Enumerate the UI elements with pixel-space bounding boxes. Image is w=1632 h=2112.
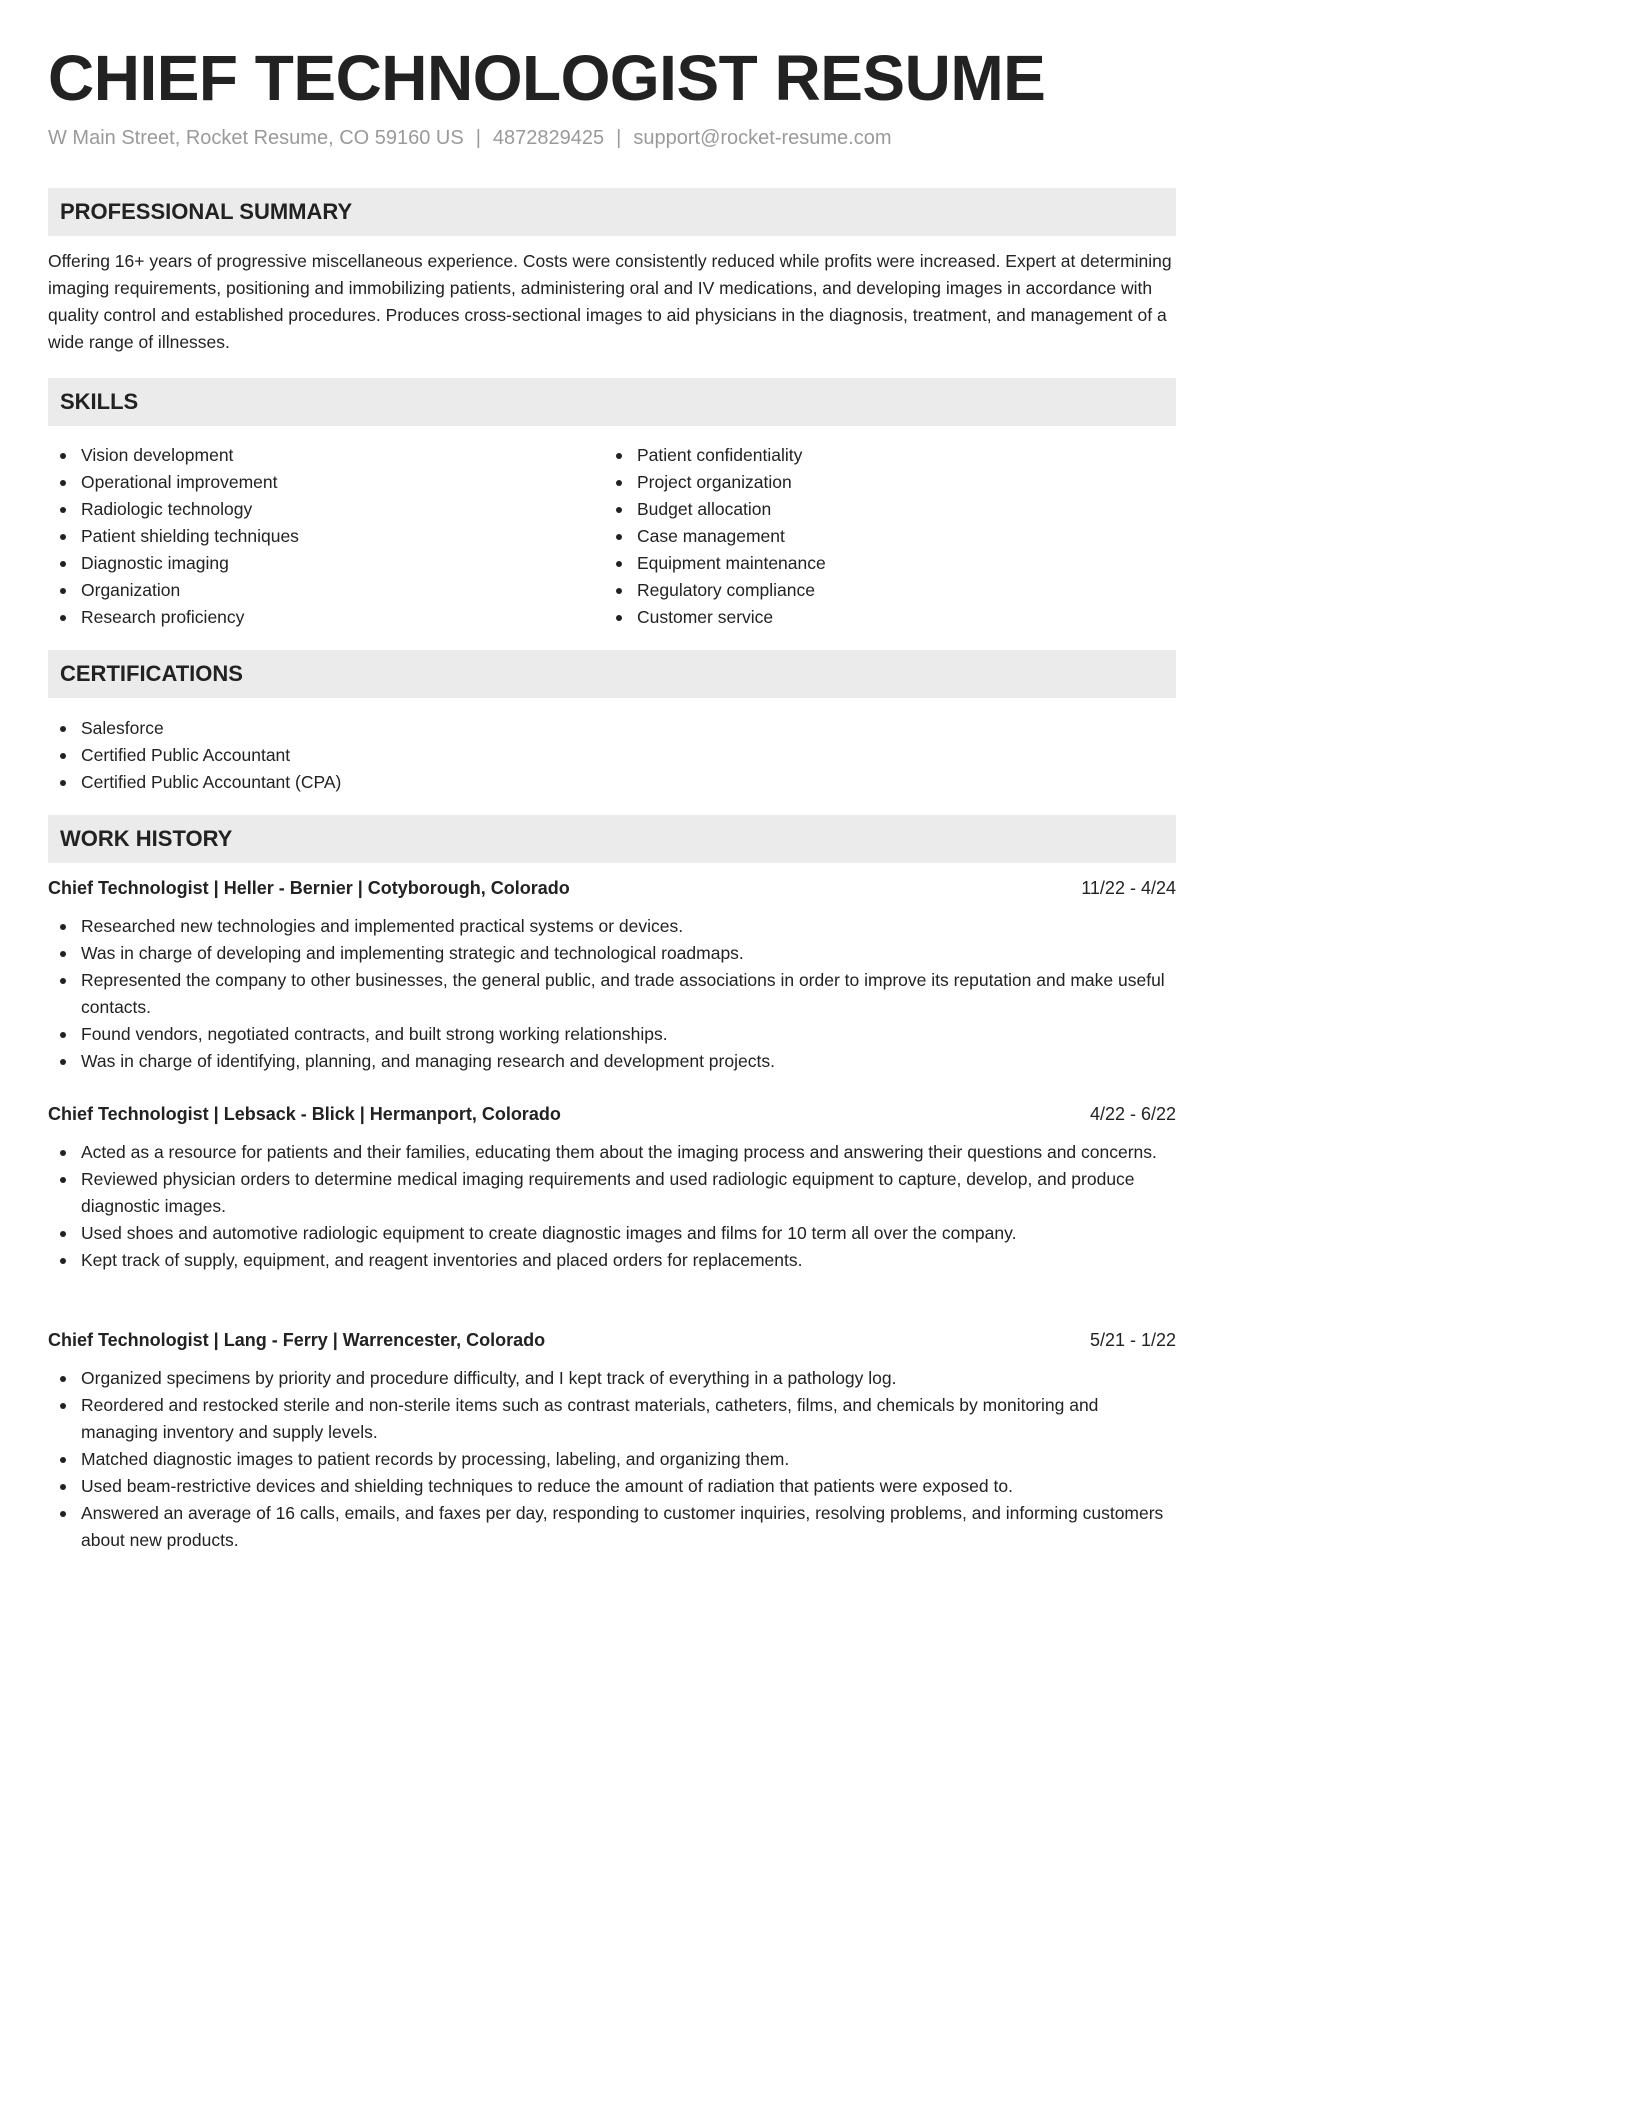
job-bullet: Matched diagnostic images to patient records by processing, labeling, and organizing them. — [48, 1446, 1176, 1473]
skill-item: Budget allocation — [604, 496, 1144, 523]
job-bullet: Represented the company to other businesses, the general public, and trade associations in order to improve its reputation and make useful contacts. — [48, 967, 1176, 1021]
certifications-list — [48, 715, 1176, 796]
skill-item: Project organization — [604, 469, 1144, 496]
skill-item: Patient shielding techniques — [48, 523, 588, 550]
skill-item: Operational improvement — [48, 469, 588, 496]
job-bullet-list — [48, 1139, 1176, 1274]
job-bullet: Organized specimens by priority and procedure difficulty, and I kept track of everything in a pathology log. — [48, 1365, 1176, 1392]
job-bullet: Reviewed physician orders to determine medical imaging requirements and used radiologic equipment to capture, develop, and produce diagnostic images. — [48, 1166, 1176, 1220]
job-bullet: Answered an average of 16 calls, emails, and faxes per day, responding to customer inquiries, resolving problems, and informing customers about new products. — [48, 1500, 1176, 1554]
job-header — [48, 874, 1176, 902]
contact-email: support@rocket-resume.com — [633, 127, 892, 149]
section-heading-work-history: WORK HISTORY — [48, 815, 1176, 863]
job-title: Chief Technologist | Lebsack - Blick | Hermanport, Colorado — [48, 1104, 561, 1124]
job-bullet: Was in charge of identifying, planning, and managing research and development projects. — [48, 1048, 1176, 1075]
job-bullet: Reordered and restocked sterile and non-sterile items such as contrast materials, catheters, films, and chemicals by monitoring and managing inventory and supply levels. — [48, 1392, 1176, 1446]
contact-separator: | — [475, 127, 481, 149]
skill-item: Patient confidentiality — [604, 442, 1144, 469]
certification-item: Salesforce — [48, 715, 1176, 742]
section-heading-summary: PROFESSIONAL SUMMARY — [48, 188, 1176, 236]
skill-item: Radiologic technology — [48, 496, 588, 523]
job-bullet-list — [48, 1365, 1176, 1554]
job-bullet: Acted as a resource for patients and their families, educating them about the imaging process and answering their questions and concerns. — [48, 1139, 1176, 1166]
summary-text: Offering 16+ years of progressive miscellaneous experience. Costs were consistently reduced while profits were increased. Expert at determining imaging requirements, positioning and immobilizing patients, administering oral and IV medications, and developing images in accordance with quality control and established procedures. Produces cross-sectional images to aid physicians in the diagnosis, treatment, and management of a wide range of illnesses. — [48, 251, 1172, 352]
job-bullet: Used shoes and automotive radiologic equipment to create diagnostic images and films for 10 term all over the company. — [48, 1220, 1176, 1247]
contact-address: W Main Street, Rocket Resume, CO 59160 US — [48, 127, 464, 149]
job-dates: 5/21 - 1/22 — [1089, 1330, 1176, 1350]
skills-list-left — [48, 442, 588, 631]
skill-item: Research proficiency — [48, 604, 588, 631]
skill-item: Case management — [604, 523, 1144, 550]
resume-title: CHIEF TECHNOLOGIST RESUME — [48, 42, 1046, 114]
skill-item: Vision development — [48, 442, 588, 469]
contact-phone: 4872829425 — [492, 127, 605, 149]
job-header — [48, 1100, 1176, 1128]
contact-line — [48, 124, 892, 152]
job-title: Chief Technologist | Heller - Bernier | Cotyborough, Colorado — [48, 878, 570, 898]
contact-separator: | — [616, 127, 622, 149]
section-heading-skills: SKILLS — [48, 378, 1176, 426]
job-dates: 11/22 - 4/24 — [1081, 878, 1176, 898]
skill-item: Diagnostic imaging — [48, 550, 588, 577]
section-heading-certifications: CERTIFICATIONS — [48, 650, 1176, 698]
job-title: Chief Technologist | Lang - Ferry | Warrencester, Colorado — [48, 1330, 546, 1350]
skill-item: Customer service — [604, 604, 1144, 631]
skills-list-right — [604, 442, 1144, 631]
job-bullet: Researched new technologies and implemented practical systems or devices. — [48, 913, 1176, 940]
certification-item: Certified Public Accountant (CPA) — [48, 769, 1176, 796]
job-bullet-list — [48, 913, 1176, 1075]
job-header — [48, 1326, 1176, 1354]
job-dates: 4/22 - 6/22 — [1089, 1104, 1176, 1124]
job-bullet: Kept track of supply, equipment, and reagent inventories and placed orders for replacements. — [48, 1247, 1176, 1274]
job-bullet: Found vendors, negotiated contracts, and built strong working relationships. — [48, 1021, 1176, 1048]
job-bullet: Used beam-restrictive devices and shielding techniques to reduce the amount of radiation that patients were exposed to. — [48, 1473, 1176, 1500]
skill-item: Equipment maintenance — [604, 550, 1144, 577]
skill-item: Organization — [48, 577, 588, 604]
certification-item: Certified Public Accountant — [48, 742, 1176, 769]
skill-item: Regulatory compliance — [604, 577, 1144, 604]
job-bullet: Was in charge of developing and implementing strategic and technological roadmaps. — [48, 940, 1176, 967]
